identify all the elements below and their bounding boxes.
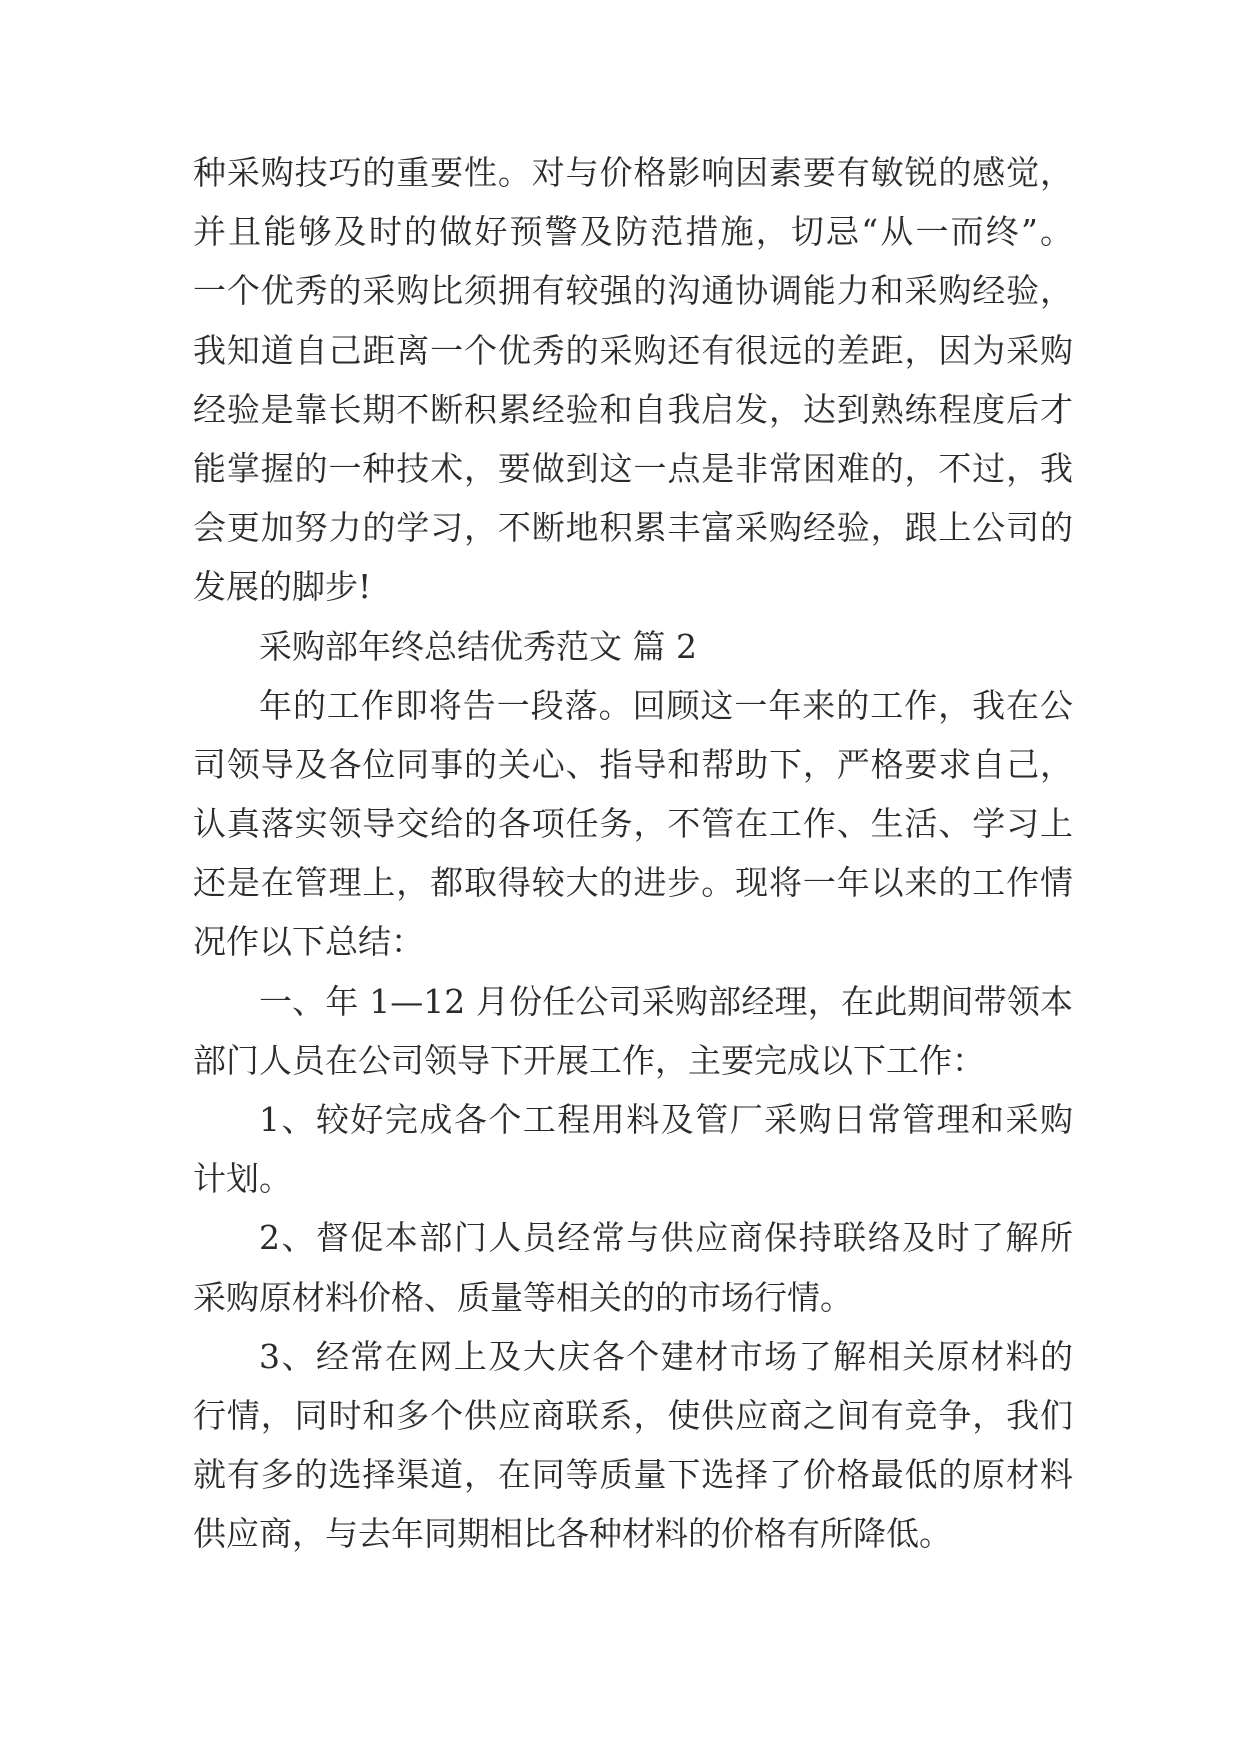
body-line: 一个优秀的采购比须拥有较强的沟通协调能力和采购经验， bbox=[193, 271, 1073, 311]
body-line: 并且能够及时的做好预警及防范措施，切忌“从一而终”。 bbox=[193, 212, 1073, 252]
list-item-line: 2、督促本部门人员经常与供应商保持联络及时了解所 bbox=[259, 1218, 1073, 1258]
list-item-line: 1、较好完成各个工程用料及管厂采购日常管理和采购 bbox=[259, 1100, 1073, 1139]
body-line: 认真落实领导交给的各项任务，不管在工作、生活、学习上 bbox=[193, 804, 1073, 844]
body-line: 一、年 1—12 月份任公司采购部经理，在此期间带领本 bbox=[259, 981, 1073, 1021]
list-item-line: 行情，同时和多个供应商联系，使供应商之间有竞争，我们 bbox=[193, 1395, 1073, 1435]
list-item-line: 供应商，与去年同期相比各种材料的价格有所降低。 bbox=[193, 1514, 952, 1554]
list-item-line: 3、经常在网上及大庆各个建材市场了解相关原材料的 bbox=[259, 1336, 1073, 1376]
body-line: 还是在管理上，都取得较大的进步。现将一年以来的工作情 bbox=[193, 863, 1073, 903]
body-line: 况作以下总结： bbox=[193, 922, 424, 962]
body-line: 种采购技巧的重要性。对与价格影响因素要有敏锐的感觉， bbox=[193, 153, 1073, 192]
body-line: 能掌握的一种技术，要做到这一点是非常困难的，不过，我 bbox=[193, 448, 1073, 488]
body-line: 年的工作即将告一段落。回顾这一年来的工作，我在公 bbox=[259, 685, 1073, 725]
list-item-line: 就有多的选择渠道，在同等质量下选择了价格最低的原材料 bbox=[193, 1455, 1073, 1495]
body-line: 经验是靠长期不断积累经验和自我启发，达到熟练程度后才 bbox=[193, 389, 1073, 429]
body-line: 我知道自己距离一个优秀的采购还有很远的差距，因为采购 bbox=[193, 330, 1073, 370]
list-item-line: 计划。 bbox=[193, 1159, 292, 1199]
body-line: 司领导及各位同事的关心、指导和帮助下，严格要求自己， bbox=[193, 744, 1073, 784]
body-line: 会更加努力的学习，不断地积累丰富采购经验，跟上公司的 bbox=[193, 508, 1073, 548]
section-heading: 采购部年终总结优秀范文 篇 2 bbox=[259, 626, 697, 666]
document-body bbox=[193, 143, 1073, 1564]
body-line: 发展的脚步! bbox=[193, 567, 372, 607]
list-item-line: 采购原材料价格、质量等相关的的市场行情。 bbox=[193, 1277, 853, 1317]
body-line: 部门人员在公司领导下开展工作，主要完成以下工作： bbox=[193, 1040, 985, 1080]
